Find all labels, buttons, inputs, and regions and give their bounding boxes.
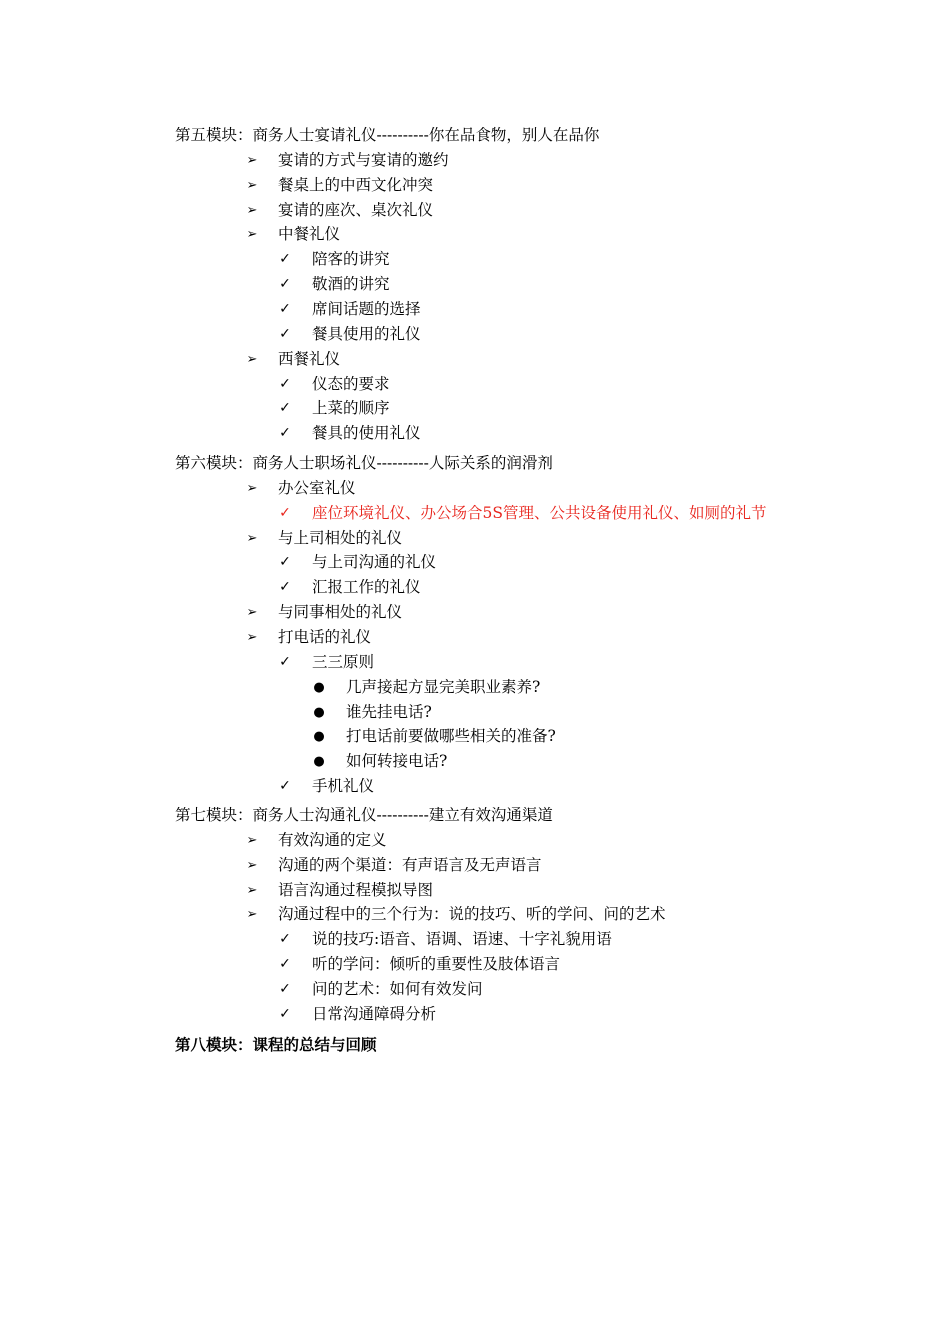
outline-text: 问的艺术：如何有效发问 [312, 979, 483, 998]
dot-bullet-icon: ● [313, 679, 325, 695]
outline-text: 上菜的顺序 [312, 399, 390, 418]
check-bullet-icon: ✓ [279, 325, 291, 342]
arrow-bullet-icon: ➢ [246, 177, 258, 193]
outline-text: 手机礼仪 [312, 777, 375, 796]
arrow-bullet-icon: ➢ [246, 152, 258, 168]
outline-text: 谁先挂电话? [346, 702, 432, 721]
arrow-bullet-icon: ➢ [246, 605, 258, 621]
arrow-bullet-icon: ➢ [246, 832, 258, 848]
module-heading: 第八模块：课程的总结与回顾 [175, 1035, 377, 1054]
outline-text: 餐具使用的礼仪 [312, 324, 421, 343]
arrow-bullet-icon: ➢ [246, 857, 258, 873]
outline-text: 餐桌上的中西文化冲突 [278, 175, 434, 194]
outline-text: 仪态的要求 [312, 374, 390, 393]
outline-text: 三三原则 [312, 652, 375, 671]
dot-bullet-icon: ● [313, 754, 325, 770]
arrow-bullet-icon: ➢ [246, 351, 258, 367]
outline-text: 席间话题的选择 [312, 299, 421, 318]
outline-text: 打电话的礼仪 [278, 627, 372, 646]
module-heading: 第六模块：商务人士职场礼仪----------人际关系的润滑剂 [175, 454, 553, 472]
check-bullet-icon: ✓ [279, 980, 291, 997]
module-heading: 第五模块：商务人士宴请礼仪----------你在品食物，别人在品你 [175, 126, 600, 144]
check-bullet-icon: ✓ [279, 400, 291, 417]
check-bullet-icon: ✓ [279, 276, 291, 293]
check-bullet-icon: ✓ [279, 300, 291, 317]
module-heading: 第七模块：商务人士沟通礼仪----------建立有效沟通渠道 [175, 806, 553, 824]
check-bullet-icon: ✓ [279, 554, 291, 571]
outline-text: 有效沟通的定义 [278, 830, 387, 849]
arrow-bullet-icon: ➢ [246, 629, 258, 645]
arrow-bullet-icon: ➢ [246, 227, 258, 243]
check-bullet-icon: ✓ [279, 931, 291, 948]
outline-text: 西餐礼仪 [278, 349, 341, 368]
outline-text: 宴请的方式与宴请的邀约 [278, 150, 449, 169]
outline-text: 汇报工作的礼仪 [312, 578, 421, 597]
outline-text: 说的技巧:语音、语调、语速、十字礼貌用语 [312, 930, 612, 949]
outline-text: 沟通过程中的三个行为：说的技巧、听的学问、问的艺术 [278, 905, 666, 924]
outline-text: 座位环境礼仪、办公场合5S管理、公共设备使用礼仪、如厕的礼节 [312, 503, 767, 522]
outline-text: 沟通的两个渠道：有声语言及无声语言 [278, 855, 542, 874]
outline-text: 几声接起方显完美职业素养? [346, 677, 541, 696]
check-bullet-icon: ✓ [279, 375, 291, 392]
check-bullet-icon: ✓ [279, 778, 291, 795]
outline-text: 办公室礼仪 [278, 478, 356, 497]
outline-text: 语言沟通过程模拟导图 [278, 880, 434, 899]
arrow-bullet-icon: ➢ [246, 907, 258, 923]
check-bullet-icon: ✓ [279, 956, 291, 973]
check-bullet-icon: ✓ [279, 504, 291, 521]
arrow-bullet-icon: ➢ [246, 480, 258, 496]
dot-bullet-icon: ● [313, 704, 325, 720]
outline-text: 打电话前要做哪些相关的准备? [346, 727, 556, 746]
outline-text: 如何转接电话? [346, 752, 448, 771]
outline-text: 与上司相处的礼仪 [278, 528, 403, 547]
outline-text: 与同事相处的礼仪 [278, 603, 403, 622]
arrow-bullet-icon: ➢ [246, 530, 258, 546]
check-bullet-icon: ✓ [279, 425, 291, 442]
check-bullet-icon: ✓ [279, 1005, 291, 1022]
check-bullet-icon: ✓ [279, 653, 291, 670]
outline-text: 日常沟通障碍分析 [312, 1004, 437, 1023]
outline-text: 餐具的使用礼仪 [312, 424, 421, 443]
outline-text: 陪客的讲究 [312, 250, 390, 269]
dot-bullet-icon: ● [313, 729, 325, 745]
check-bullet-icon: ✓ [279, 579, 291, 596]
outline-text: 宴请的座次、桌次礼仪 [278, 200, 434, 219]
arrow-bullet-icon: ➢ [246, 202, 258, 218]
arrow-bullet-icon: ➢ [246, 882, 258, 898]
outline-text: 敬酒的讲究 [312, 275, 390, 294]
check-bullet-icon: ✓ [279, 251, 291, 268]
outline-text: 中餐礼仪 [278, 225, 341, 244]
outline-text: 听的学问：倾听的重要性及肢体语言 [312, 955, 561, 974]
outline-text: 与上司沟通的礼仪 [312, 553, 437, 572]
